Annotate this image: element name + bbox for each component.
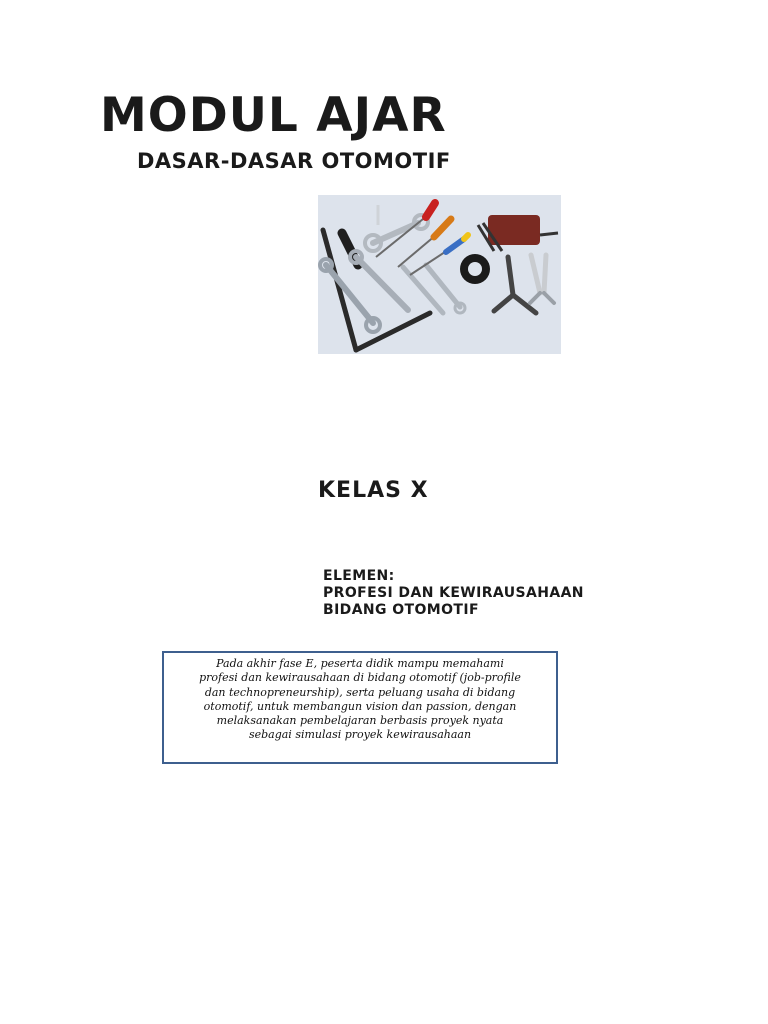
element-line-1: PROFESI DAN KEWIRAUSAHAAN: [323, 585, 584, 601]
outcome-line: sebagai simulasi proyek kewirausahaan: [248, 728, 472, 742]
element-line-2: BIDANG OTOMOTIF: [323, 602, 479, 618]
outcome-line: melaksanakan pembelajaran berbasis proyek nyata: [216, 714, 504, 728]
learning-outcome-box: [162, 651, 558, 764]
element-label: ELEMEN:: [323, 568, 395, 584]
outcome-line: Pada akhir fase E, peserta didik mampu memahami: [216, 657, 504, 670]
class-heading: KELAS X: [318, 478, 429, 503]
page-subtitle: DASAR-DASAR OTOMOTIF: [137, 149, 451, 173]
tools-photo: [318, 195, 561, 354]
outcome-line: dan technopreneurship), serta peluang usaha di bidang: [204, 685, 516, 699]
outcome-line: otomotif, untuk membangun vision dan passion, dengan: [203, 699, 517, 713]
outcome-line: profesi dan kewirausahaan di bidang otomotif (job-profile: [199, 671, 521, 685]
page-title: MODUL AJAR: [100, 88, 447, 143]
learning-outcome-text: [174, 657, 546, 743]
element-block: [323, 568, 584, 619]
